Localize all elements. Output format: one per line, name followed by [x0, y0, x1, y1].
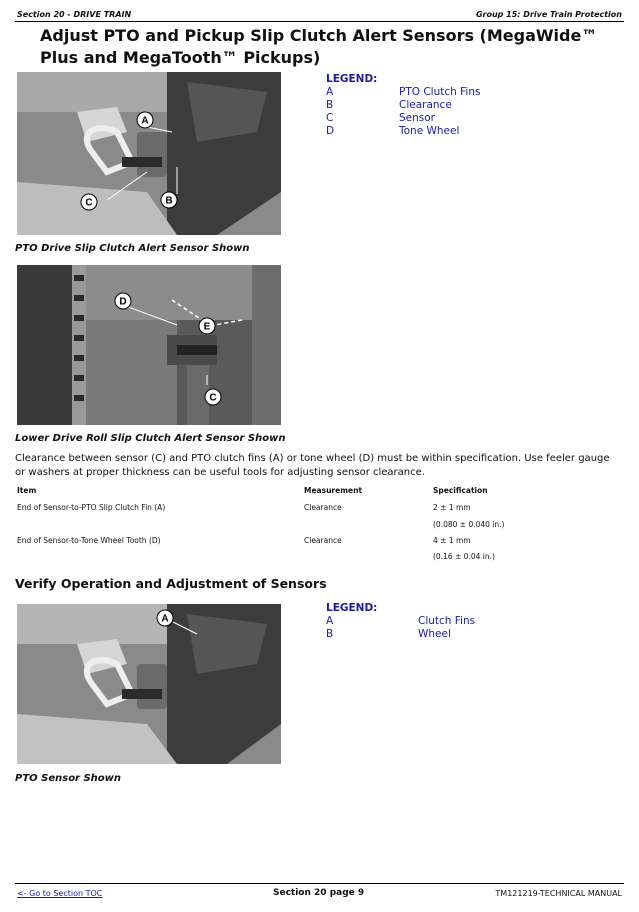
- pto-sensor-photo-2: [17, 604, 281, 764]
- table-cell: Clearance: [304, 503, 342, 512]
- legend-heading: LEGEND:: [326, 73, 378, 85]
- photo1-label-c: C: [85, 197, 93, 209]
- legend-row: A Clutch Fins: [326, 615, 476, 627]
- legend-row: B Clearance: [326, 99, 452, 111]
- legend-row: A PTO Clutch Fins: [326, 86, 481, 98]
- page-footer: [15, 883, 624, 903]
- pto-sensor-photo: [17, 72, 281, 235]
- photo3-label-a: A: [161, 613, 169, 625]
- table-cell: (0.080 ± 0.040 in.): [433, 520, 505, 529]
- photo2-label-c: C: [209, 392, 217, 404]
- photo2-label-e: E: [203, 321, 211, 333]
- section-label: Section 20 - DRIVE TRAIN: [17, 10, 132, 19]
- instruction-paragraph: Clearance between sensor (C) and PTO clutch fins (A) or tone wheel (D) must be within specification. Use feeler gauge or washers at proper thickness can be useful tools for adjusting sensor clearance.: [15, 453, 610, 478]
- photo-caption: PTO Sensor Shown: [15, 773, 122, 784]
- page-header: [15, 8, 624, 22]
- photo1-label-b: B: [165, 195, 173, 207]
- legend-row: C Sensor: [326, 112, 435, 124]
- legend-2: [326, 602, 526, 641]
- legend-row: D Tone Wheel: [326, 125, 460, 137]
- table-cell: (0.16 ± 0.04 in.): [433, 552, 495, 561]
- table-cell: End of Sensor-to-Tone Wheel Tooth (D): [17, 536, 161, 545]
- photo-caption: Lower Drive Roll Slip Clutch Alert Sensor Shown: [15, 433, 286, 444]
- legend-1: [326, 73, 526, 138]
- table-header: Measurement: [304, 486, 363, 495]
- table-header: Specification: [433, 486, 488, 495]
- drive-roll-sensor-photo: [17, 265, 281, 425]
- section-heading: Verify Operation and Adjustment of Sensors: [15, 576, 327, 591]
- legend-heading: LEGEND:: [326, 602, 378, 614]
- photo1-label-a: A: [141, 115, 149, 127]
- table-cell: 4 ± 1 mm: [433, 536, 471, 545]
- section-toc-link[interactable]: <- Go to Section TOC: [17, 889, 103, 898]
- manual-id: TM121219-TECHNICAL MANUAL: [495, 889, 622, 898]
- table-cell: Clearance: [304, 536, 342, 545]
- legend-row: B Wheel: [326, 628, 451, 640]
- photo-caption: PTO Drive Slip Clutch Alert Sensor Shown: [15, 243, 250, 254]
- table-cell: 2 ± 1 mm: [433, 503, 471, 512]
- table-header: Item: [17, 486, 37, 495]
- page-title: Adjust PTO and Pickup Slip Clutch Alert Sensors (MegaWide™ Plus and MegaTooth™ Pickups): [40, 26, 598, 67]
- group-label: Group 15: Drive Train Protection: [475, 10, 622, 19]
- table-cell: End of Sensor-to-PTO Slip Clutch Fin (A): [17, 503, 166, 512]
- photo2-label-d: D: [119, 296, 127, 308]
- page-number: Section 20 page 9: [273, 888, 365, 898]
